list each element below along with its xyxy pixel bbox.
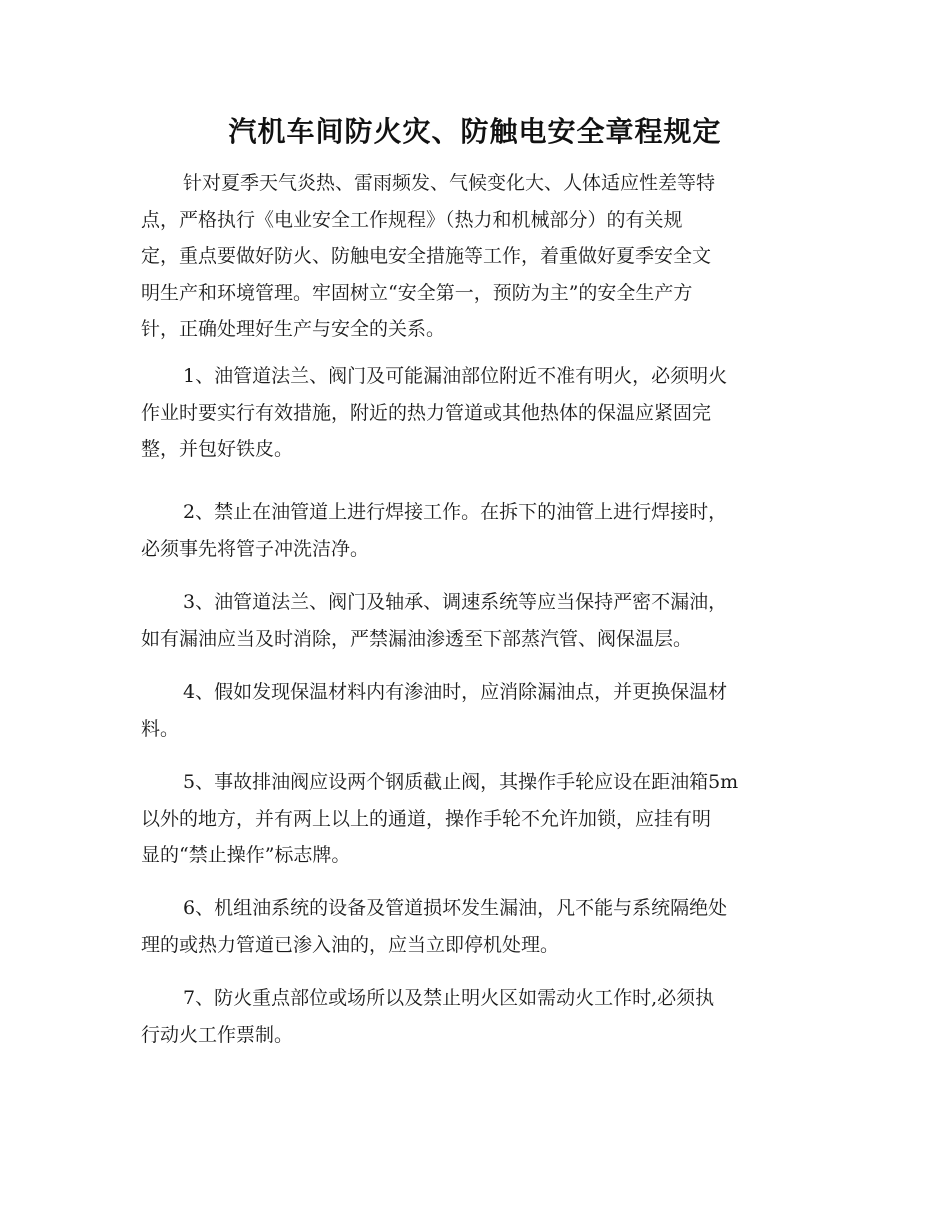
- rule-line: 5、事故排油阀应设两个钢质截止阀，其操作手轮应设在距油箱5m: [183, 771, 739, 793]
- document-title: 汽机车间防火灾、防触电安全章程规定: [228, 115, 722, 148]
- rule-item-1: [141, 358, 811, 468]
- rule-line: 3、油管道法兰、阀门及轴承、调速系统等应当保持严密不漏油，: [183, 591, 728, 613]
- intro-line: 定，重点要做好防火、防触电安全措施等工作，着重做好夏季安全文: [141, 245, 712, 267]
- intro-paragraph: [141, 165, 811, 348]
- rule-item-5: [141, 764, 811, 874]
- intro-line: 点，严格执行《电业安全工作规程》（热力和机械部分）的有关规: [141, 208, 683, 231]
- rule-item-3: [141, 584, 811, 657]
- rule-item-7: [141, 980, 811, 1053]
- rule-line: 料。: [141, 717, 180, 740]
- rule-line: 整，并包好铁皮。: [141, 438, 294, 460]
- intro-line: 针对夏季天气炎热、雷雨频发、气候变化大、人体适应性差等特: [183, 172, 716, 194]
- rule-line: 如有漏油应当及时消除，严禁漏油渗透至下部蒸汽管、阀保温层。: [141, 627, 693, 650]
- rule-line: 行动火工作票制。: [141, 1023, 294, 1046]
- intro-line: 针，正确处理好生产与安全的关系。: [141, 318, 446, 340]
- intro-line: 明生产和环境管理。牢固树立“安全第一，预防为主”的安全生产方: [141, 281, 693, 304]
- rule-line: 6、机组油系统的设备及管道损坏发生漏油，凡不能与系统隔绝处: [183, 897, 728, 919]
- rule-item-4: [141, 674, 811, 747]
- rule-line: 4、假如发现保温材料内有渗油时，应消除漏油点，并更换保温材: [183, 681, 728, 703]
- rule-line: 作业时要实行有效措施，附近的热力管道或其他热体的保温应紧固完: [141, 401, 712, 424]
- rule-line: 理的或热力管道已渗入油的，应当立即停机处理。: [141, 933, 560, 956]
- rule-line: 显的“禁止操作”标志牌。: [141, 844, 351, 866]
- rule-item-6: [141, 890, 811, 963]
- rule-line: 必须事先将管子冲洗洁净。: [141, 537, 370, 560]
- rule-line: 以外的地方，并有两上以上的通道，操作手轮不允许加锁，应挂有明: [141, 807, 712, 830]
- rule-line: 1、油管道法兰、阀门及可能漏油部位附近不准有明火，必须明火: [183, 365, 728, 387]
- rule-item-2: [141, 494, 811, 567]
- rule-line: 2、禁止在油管道上进行焊接工作。在拆下的油管上进行焊接时，: [183, 501, 728, 523]
- rule-line: 7、防火重点部位或场所以及禁止明火区如需动火工作时,必须执: [183, 987, 715, 1009]
